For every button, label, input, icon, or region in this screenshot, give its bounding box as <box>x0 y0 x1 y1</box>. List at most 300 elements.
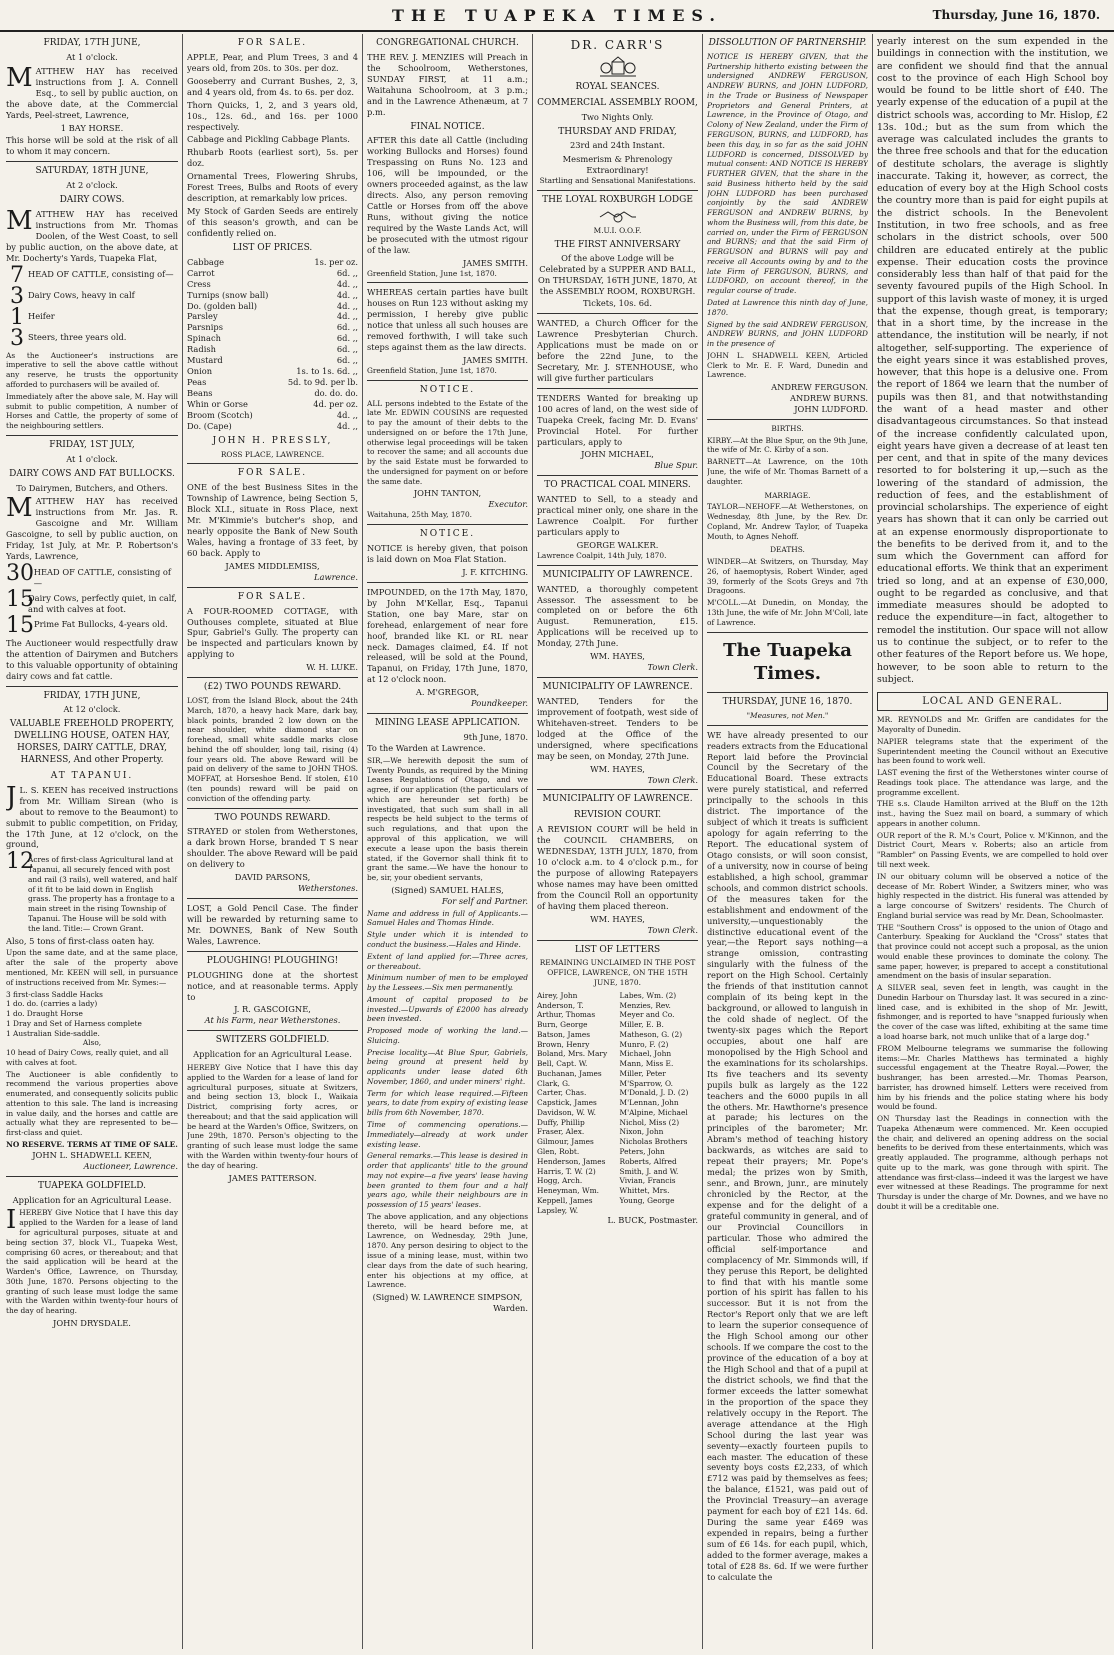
letter-name: Keppell, James <box>537 1195 593 1205</box>
price-value: 4d. ,, <box>336 289 358 300</box>
drop-cap: M <box>6 206 33 236</box>
letter-name: Boland, Mrs. Mary <box>537 1049 608 1059</box>
list-item: 1 Australian Side-saddle. <box>6 1028 100 1038</box>
news-item: LAST evening the first of the Wetherstones winter course of Readings took place. The attendance was large, and the programme excellent. <box>877 768 1108 797</box>
column-4 <box>537 34 698 1649</box>
ad-body: AFTER this date all Cattle (including working Bullocks and Horses) found Trespassing on Runs No. 123 and 106, will be impounded, or the owners proceeded against, as the law directs. Also, any person removing Cattle or Horses from off the above Runs, without giving the notice required by the Waste Lands Act, will be prosecuted with the utmost rigour of the law. <box>367 135 528 255</box>
editorial-date: THURSDAY, JUNE 16, 1870. <box>722 697 853 707</box>
price-row <box>187 377 358 388</box>
price-value: do. do. do. <box>314 388 358 398</box>
letter-name: Davidson, W. W. <box>537 1107 596 1117</box>
letter-name: Young, George <box>619 1195 675 1205</box>
ad-signature: Wetherstones. <box>297 883 358 894</box>
lot-text: HEAD OF CATTLE, consisting of— <box>28 268 174 279</box>
ad-body: Amount of capital proposed to be invested.—Upwards of £2000 has already been invested. <box>367 994 528 1024</box>
lot-text: Heifer <box>28 310 55 321</box>
ad-heading: COMMERCIAL ASSEMBLY ROOM, <box>537 97 698 108</box>
ad-subheading: REMAINING UNCLAIMED IN THE POST OFFICE, LAWRENCE, ON THE 15TH JUNE, 1870. <box>539 958 696 987</box>
ad-signature: J. F. KITCHING. <box>462 566 528 577</box>
ad-signature: DAVID PARSONS, <box>234 872 311 883</box>
ad-body: NOTICE is hereby given, that poison is laid down on Moa Flat Station. <box>367 543 528 564</box>
letter-name: M'Sparrow, O. <box>619 1078 673 1088</box>
ad-body: LOST, from the Island Block, about the 24th March, 1870, a heavy hack Mare, dark bay, black points, branded 2 low down on the near shoulder, white diamond star on forehead, small white saddle marks close behind the off shoulder, long tail, rising (4) four years old. The above Reward will be paid on delivery of the same to JOHN THOS. MOFFAT, at Horseshoe Bend. If stolen, £10 (ten pounds) reward will be paid on conviction of the offending party. <box>187 696 358 803</box>
price-value: 4d. ,, <box>336 409 358 420</box>
letter-name: Mann, Miss E. <box>619 1059 674 1069</box>
price-item: Parsley <box>187 311 218 322</box>
ad-body: Gooseberry and Currant Bushes, 2, 3, and 4 years old, from 4s. to 6s. per doz. <box>187 75 358 97</box>
list-item: 1 do. Draught Horse <box>6 1009 83 1019</box>
price-item: Mustard <box>187 355 223 366</box>
price-value: 1s. per oz. <box>314 256 358 267</box>
ad-body: APPLE, Pear, and Plum Trees, 3 and 4 years old, from 20s. to 30s. per doz. <box>187 51 358 73</box>
price-row <box>187 366 358 377</box>
ad-signature: JOHN TANTON, <box>413 488 482 499</box>
letter-name: Buchanan, James <box>537 1068 602 1078</box>
ad-heading: FRIDAY, 1ST JULY, <box>49 439 135 450</box>
ad-signature: At his Farm, near Wetherstones. <box>204 1015 341 1026</box>
ad-heading: FOR SALE. <box>237 468 308 479</box>
ad-signature: Town Clerk. <box>647 662 698 673</box>
lot-text: HEAD OF CATTLE, consisting of— <box>33 567 171 588</box>
price-item: Beans <box>187 388 213 398</box>
letter-name: Carter, Chas. <box>537 1088 587 1098</box>
ad-body: Signed by the said ANDREW FERGUSON, ANDREW BURNS, and JOHN LUDFORD in the presence of <box>707 319 868 349</box>
ad-body: Time of commencing operations.—Immediately—already at work under existing lease. <box>367 1120 528 1149</box>
ad-subheading: 23rd and 24th Instant. <box>569 140 666 151</box>
ad-body: ATTHEW HAY has received instructions from Mr. Thomas Doolen, of the West Coast, to sell by public auction, on the above date, at Mr. Docherty's Yards, Tuapeka Flat, <box>6 209 178 263</box>
ad-signature: ANDREW FERGUSON. <box>771 382 868 393</box>
price-value: 4d. ,, <box>336 300 358 311</box>
ad-body: WANTED, Tenders for the improvement of footpath, west side of Whitehaven-street. Tenders to be lodged at the Office of the undersigned, where specifications may be seen, on Monday, 27th June. <box>537 695 698 761</box>
ad-signature: Auctioneer, Lawrence. <box>83 1160 178 1171</box>
ad-heading: BIRTHS. <box>771 423 804 433</box>
ad-heading: MUNICIPALITY OF LAWRENCE. <box>542 794 693 805</box>
ad-signature: L. BUCK, Postmaster. <box>607 1215 698 1226</box>
price-value: 6d. ,, <box>336 355 358 366</box>
news-item: FROM Melbourne telegrams we summarise the following items:—Mr. Charles Matthews has terminated a highly successful engagement at the Theatre Royal.—Power, the bushranger, has been arrested.—Mr. Thomas Pearson, barrister, has drowned himself. Letters were received from him by his friends and the police stating where his body would be found. <box>877 1043 1108 1112</box>
ad-body: The Auctioneer would respectfully draw the attention of Dairymen and Butchers to this valuable opportunity of obtaining dairy cows and fat cattle. <box>6 637 178 681</box>
ad-body: A REVISION COURT will be held in the COUNCIL CHAMBERS, on WEDNESDAY, 13TH JULY, 1870, from 10 o'clock a.m. to 4 o'clock p.m., for the purpose of allowing Ratepayers whose names may have been omitted from the Council Roll an opportunity of having them placed thereon. <box>537 824 698 911</box>
ad-heading: DAIRY COWS. <box>59 195 125 206</box>
letter-name: Clark, G. <box>537 1078 571 1088</box>
ad-body: General remarks.—This lease is desired in order that applicants' title to the ground may not expire—a five years' lease having been granted to them four and a half years ago, while their neighbours are in possession of 15 years' leases. <box>367 1151 528 1210</box>
price-row <box>187 290 358 301</box>
masthead <box>0 0 1114 32</box>
ad-body: Dated at Lawrence this ninth day of June, 1870. <box>707 298 868 317</box>
notice-text: WINDER—At Switzers, on Thursday, May 26, of haemoptysis, Robert Winder, aged 39, formerly of the Scots Greys and 7th Dragoons. <box>707 557 868 596</box>
ad-body: The above application, and any objections thereto, will be heard before me, at Lawrence, on Wednesday, 29th June, 1870. Any person desiring to object to the issue of a mining lease, must, within two clear days from the date of such hearing, enter his objections at my office, at Lawrence. <box>367 1211 528 1290</box>
ad-subheading: ROSS PLACE, LAWRENCE. <box>220 449 325 459</box>
price-item: Spinach <box>187 333 221 344</box>
ad-signature: Town Clerk. <box>647 774 698 785</box>
ad-signature: Lawrence. <box>314 571 358 582</box>
letter-name: Hogg, Arch. <box>537 1176 583 1186</box>
price-value: 4d. ,, <box>336 311 358 322</box>
ad-body: As the Auctioneer's instructions are imperative to sell the above cattle without any reserve, he trusts the opportunity afforded to purchasers will be availed of. <box>6 350 178 389</box>
ad-signature: JOHN L. SHADWELL KEEN, <box>32 1149 152 1160</box>
drop-cap: I <box>6 1205 17 1236</box>
ad-heading: VALUABLE FREEHOLD PROPERTY, DWELLING HOUSE, OATEN HAY, HORSES, DAIRY CATTLE, DRAY, HARNESS, And other Property. <box>9 719 175 765</box>
ad-body: ALL persons indebted to the Estate of the late Mr. EDWIN COUSINS are requested to pay the amount of their debts to the undersigned on or before the 17th June, otherwise legal proceedings will be taken to recover the same; and all accounts due by the said Estate must be forwarded to the undersigned for payment on or before the same date. <box>367 398 528 486</box>
lot-text: Prime Fat Bullocks, 4-years old. <box>34 618 168 629</box>
price-item: Peas <box>187 377 207 388</box>
ad-signature: JAMES SMITH. <box>462 257 528 268</box>
price-value: 4d. ,, <box>336 420 358 431</box>
price-value: 4d. ,, <box>336 278 358 289</box>
column-6 <box>877 34 1108 1649</box>
ad-body: Ornamental Trees, Flowering Shrubs, Forest Trees, Bulbs and Roots of every description, at remarkably low prices. <box>187 171 358 204</box>
price-row <box>187 257 358 268</box>
ad-heading: THE LOYAL ROXBURGH LODGE <box>542 194 693 205</box>
letter-name: Nicholas Brothers <box>619 1137 688 1147</box>
letter-name: M'Donald, J. D. (2) <box>619 1088 689 1098</box>
lot-number: 1 <box>10 304 24 330</box>
ad-heading: CONGREGATIONAL CHURCH. <box>376 38 519 48</box>
ad-heading: SWITZERS GOLDFIELD. <box>215 1035 330 1046</box>
ad-body: ATTHEW HAY has received instructions from J. A. Connell Esq., to sell by public auction, on the above date, at the Commercial Yards, Peel-street, Lawrence, <box>6 65 178 120</box>
list-item: 1 do. do. (carries a lady) <box>6 999 98 1009</box>
ad-signature: W. H. LUKE. <box>306 662 358 673</box>
ad-heading: MUNICIPALITY OF LAWRENCE. <box>542 682 693 693</box>
ad-body: Name and address in full of Applicants.—Samuel Hales and Thomas Hinde. <box>367 908 528 928</box>
ad-signature: JAMES MIDDLEMISS, <box>225 560 320 571</box>
lot-number: 15 <box>6 586 34 612</box>
news-item: THE s.s. Claude Hamilton arrived at the Bluff on the 12th inst., having the Suez mail on board, a summary of which appears in another column. <box>877 799 1108 828</box>
column-rule <box>702 34 703 1649</box>
ad-heading: MUNICIPALITY OF LAWRENCE. <box>542 569 693 580</box>
list-item: 1 Dray and Set of Harness complete <box>6 1018 142 1028</box>
list-item: 10 head of Dairy Cows, really quiet, and all with calves at foot. <box>6 1048 169 1067</box>
lot-text: Dairy Cows, heavy in calf <box>28 289 135 300</box>
masthead-title: THE TUAPEKA TIMES. <box>392 6 722 25</box>
ad-body: Thorn Quicks, 1, 2, and 3 years old, 10s., 12s. 6d., and 16s. per 1000 respectively. <box>187 99 358 132</box>
ad-body: SIR,—We herewith deposit the sum of Twenty Pounds, as required by the Mining Leases Regulations of Otago, and we agree, if our application (the particulars of which are hereunder set forth) be investigated, that such sum shall in all respects be held subject to the terms of such regulations, and that upon the approval of this application, we will execute a lease upon the basis therein stated, if the Governor shall think fit to grant the same.—We have the honour to be, sir, your obedient servants, <box>367 755 528 883</box>
letter-name: Roberts, Alfred <box>619 1156 677 1166</box>
lot-text: Acres of first-class Agricultural land at Tapanui, all securely fenced with post and rail (3 rails), well watered, and half of it fit to be laid down in English grass. The property has a frontage to a main street in the rising Township of Tapanui. The House will be sold with the land. Title:— Crown Grant. <box>28 855 177 933</box>
letter-name: Bell, Capt. W. <box>537 1059 588 1069</box>
ad-body: Precise locality.—At Blue Spur, Gabriels, being ground at present held by applicants under lease dated 6th November, 1860, and under miners' right. <box>367 1047 528 1086</box>
ad-body: PLOUGHING done at the shortest notice, and at reasonable terms. Apply to <box>187 969 358 1002</box>
ad-item: 1 BAY HORSE. <box>60 122 124 133</box>
ad-subheading: At 1 o'clock. <box>66 453 118 464</box>
notice-text: KIRBY.—At the Blue Spur, on the 9th June, the wife of Mr. C. Kirby of a son. <box>707 435 868 455</box>
letter-name: Duffy, Phillip <box>537 1117 585 1127</box>
price-list <box>187 257 358 432</box>
price-item: Radish <box>187 344 216 355</box>
ad-heading: REVISION COURT. <box>573 810 662 821</box>
notice-text: TAYLOR—NEHOFF.—At Wetherstones, on Wednesday, 8th June, by the Rev. Dr. Copland, Mr. Andrew Taylor, of Tuapeka Mouth, to Agnes Nehoff. <box>707 502 868 541</box>
letter-name: Smith, J. and W. <box>619 1166 679 1176</box>
ad-body: Extent of land applied for.—Three acres, or thereabout. <box>367 951 528 971</box>
editorial-text: WE have already presented to our readers extracts from the Educational Report laid before the Provincial Council by the Secretary of the Educational Board. These extracts were purely statistical, and referred principally to the schools in this district. The importance of the subject of which it treats is sufficient apology for again referring to the Report. The educational system of Otago consists, or will soon consist, of a university, now in course of being established, a high school, grammar schools, and common district schools. Of the measures taken for the establishment and endowment of the university,—unquestionably the distinctive educational event of the year,—the Report says nothing—a strange omission, contrasting singularly with the fulness of the report on the High School. Certainly the friends of that institution cannot complain of its being kept in the background, or allowed to languish in the cold shade of neglect. Of the twenty-six pages which the Report occupies, about one half are monopolised by the High School and the examinations for its scholarships. Its five teachers and its seventy pupils bulk as largely as the 122 teachers and the 6000 pupils in all the others. Mr. Hawthorne's presence at parade; his lectures on the principles of the barometer; Mr. Abram's method of teaching history backwards, as witches are said to repeat their prayers; Mr. Pope's medal; the prizes won by Smith, senr., and Brown, junr., are minutely chronicled by the Rector, at the expense and for the delight of a grateful community in general, and of our Provincial Councillors in particular. Those who admired the official self-importance and complacency of Mr. Simmonds will, if they peruse this Report, be delighted to find that with his mantle some portion of his spirit has fallen to his successor. But it is not from the Rector's Report only that we are left to learn the superior consequence of the High School among our other schools. If we compare the cost to the province of the education of a boy at the High School and that of a pupil at the district schools, we find that the former exceeds the latter somewhat in the proportion of the space they relatively occupy in the Report. The average attendance at the High School during the last year was seventy—exactly fourteen pupils to each master. The education of these seventy boys costs £2,233, of which £712 was paid by themselves as fees; the balance, £1521, was paid out of the Provincial Treasury—an average payment for each boy of £21 14s. 6d. During the same year £469 was expended in repairs, being a further sum of £6 14s. for each pupil, which, added to the former average, makes a total of £28 8s. 6d. If we were further to calculate the <box>707 729 868 1582</box>
ad-subheading: At 2 o'clock. <box>66 180 118 191</box>
ad-heading: DR. CARR'S <box>570 38 665 52</box>
column-2 <box>187 34 358 1649</box>
letter-name: Anderson, T. <box>537 1000 584 1010</box>
letter-name: M'Alpine, Michael <box>619 1107 688 1117</box>
ad-subheading: Application for an Agricultural Lease. <box>12 1194 172 1205</box>
letter-name: Labes, Wm. (2) <box>619 990 677 1000</box>
ad-heading: LIST OF PRICES. <box>232 242 313 253</box>
ad-signature: Poundkeeper. <box>470 698 528 709</box>
news-item: THE "Southern Cross" is opposed to the union of Otago and Canterbury. Speaking for Auckland the "Cross" states that that province could not accept such a proposal, as the union would enable these provinces to dominate the colony. The same paper, however, is prepared to accept a constitutional amendment on the basis of insular separation. <box>877 922 1108 981</box>
ad-body: HEREBY Give Notice that I have this day applied to the Warden for a lease of land for agricultural purposes, situate at and being section 37, block VI., Tuapeka West, comprising 60 acres, or thereabout; and that the said application will be heard at the Warden's Office, Lawrence, on Thursday, 30th June, 1870. Persons objecting to the granting of such lease must lodge the same with the Warden within twenty-four hours of the day of hearing. <box>6 1208 178 1316</box>
ad-date: Greenfield Station, June 1st, 1870. <box>367 268 497 278</box>
ad-subheading: Tickets, 10s. 6d. <box>583 298 652 309</box>
ad-body: WANTED, a Church Officer for the Lawrence Presbyterian Church. Applications must be made on or before the 22nd June, to the Secretary, Mr. J. STENHOUSE, who will give further particulars <box>537 318 698 383</box>
ad-signature: JOHN MICHAEL, <box>581 449 654 460</box>
letter-name: M'Lennan, John <box>619 1098 679 1108</box>
letter-name: Vivian, Francis <box>619 1176 676 1186</box>
letter-name: Matheson, G. (2) <box>619 1029 683 1039</box>
price-row <box>187 279 358 290</box>
ad-heading: SATURDAY, 18TH JUNE, <box>35 166 149 177</box>
ad-body: WANTED, a thoroughly competent Assessor. The assessment to be completed on or before the 6th August. Remuneration, £15. Applications will be received up to Monday, 27th June. <box>537 583 698 649</box>
letter-name: Capstick, James <box>537 1098 597 1108</box>
price-value: 6d. ,, <box>336 333 358 344</box>
ad-body: WANTED to Sell, to a steady and practical miner only, one share in the Lawrence Coalpit. For further particulars apply to <box>537 494 698 538</box>
price-row <box>187 344 358 355</box>
price-item: Cress <box>187 278 211 289</box>
ad-heading: (£2) TWO POUNDS REWARD. <box>203 682 342 693</box>
price-value: 6d. ,, <box>336 267 358 278</box>
news-item: A SILVER seal, seven feet in length, was caught in the Dunedin Harbour on Thursday last. It was secured in a zinc-lined case, and is exhibited in the shop of Mr. Jewitt, fishmonger, and is reported to have "snapped furiously when the cover of the case was lifted, exhibiting at the same time a load hoarse bark, not much unlike that of a large dog." <box>877 983 1108 1041</box>
ad-signature: Executor. <box>488 499 528 510</box>
ad-heading: DISSOLUTION OF PARTNERSHIP. <box>708 38 867 48</box>
ad-date: 9th June, 1870. <box>463 732 528 742</box>
letter-name: Heneyman, Wm. <box>537 1186 599 1196</box>
ad-signature: WM. HAYES, <box>590 763 645 774</box>
ad-heading: FOR SALE. <box>237 591 308 602</box>
ad-body: HEREBY Give Notice that I have this day applied to the Warden for a lease of land for agricultural purposes, situate at Switzers, and being section 13, block I., Waikaia District, comprising forty acres, or thereabout; and that the said application will be heard at the Warden's Office, Switzers, on June 29th, 1870. Person's objecting to the granting of such lease must lodge the same with the Warden within twenty-four hours of the day of hearing. <box>187 1063 358 1170</box>
ad-body: JOHN L. SHADWELL KEEN, Articled Clerk to Mr. E. F. Ward, Dunedin and Lawrence. <box>707 350 868 380</box>
lot-number: 12 <box>6 849 34 875</box>
column-rule <box>872 34 873 1649</box>
notice-text: BARNETT—At Lawrence, on the 10th June, the wife of Mr. Thomas Barnett of a daughter. <box>707 457 868 486</box>
ad-heading: DAIRY COWS AND FAT BULLOCKS. <box>9 468 175 479</box>
news-item: IN our obituary column will be observed a notice of the decease of Mr. Robert Winder, a Switzers miner, who was highly respected in the district. His funeral was attended by a large concourse of Switzers' residents. The Church of England burial service was read by Mr. Dean, Schoolmaster. <box>877 871 1108 920</box>
ad-body: Proposed mode of working the land.—Sluicing. <box>367 1026 528 1045</box>
letter-name: Arthur, Thomas <box>537 1010 596 1020</box>
ad-body: Style under which it is intended to conduct the business.—Hales and Hinde. <box>367 930 528 949</box>
price-row <box>187 301 358 312</box>
letter-name: Menzies, Rev. <box>619 1000 671 1010</box>
price-item: Do. (golden ball) <box>187 300 257 311</box>
ad-heading: THE FIRST ANNIVERSARY <box>554 239 681 250</box>
ad-heading: NOTICE. <box>419 384 476 395</box>
ad-heading: TUAPEKA GOLDFIELD. <box>37 1180 147 1191</box>
lot-number: 3 <box>10 325 24 351</box>
column-rule <box>182 34 183 1649</box>
ad-signature: JAMES SMITH. <box>462 355 528 366</box>
lodge-emblem-icon <box>596 209 640 225</box>
price-row <box>187 268 358 279</box>
lot-number: 3 <box>10 283 24 309</box>
royal-crest-icon <box>598 56 638 78</box>
ad-heading: FINAL NOTICE. <box>410 121 485 132</box>
ad-signature: ANDREW BURNS. <box>790 393 868 404</box>
price-item: Parsnips <box>187 322 223 333</box>
price-row <box>187 322 358 333</box>
price-row <box>187 388 358 399</box>
price-value: 6d. ,, <box>336 344 358 355</box>
letter-name: Miller, E. B. <box>619 1020 664 1030</box>
ad-body: Minimum number of men to be employed by the Lessees.—Six men permanently. <box>367 973 528 993</box>
letter-name: Nichol, Miss (2) <box>619 1117 680 1127</box>
price-value: 4d. per oz. <box>313 398 358 409</box>
price-row <box>187 355 358 366</box>
price-value: 1s. to 1s. 6d. ,, <box>296 366 358 377</box>
letter-name: Lapsley, W. <box>537 1205 579 1215</box>
paper-nameplate: The Tuapeka Times. <box>723 639 852 685</box>
ad-heading: DEATHS. <box>770 545 805 555</box>
ad-body: WHEREAS certain parties have built houses on Run 123 without asking my permission, I hereby give public notice that unless all such houses are removed forthwith, I will take such steps against them as the law directs. <box>367 287 528 353</box>
ad-body: Immediately after the above sale, M. Hay will submit to public competition, A number of Horses and Cattle, the property of some of the neighbouring settlers. <box>6 391 178 431</box>
price-row <box>187 421 358 432</box>
ad-heading: PLOUGHING! PLOUGHING! <box>206 955 339 966</box>
letter-name: Gilmour, James <box>537 1137 594 1147</box>
letter-name: Glen, Robt. <box>537 1146 580 1156</box>
drop-cap: M <box>6 62 33 93</box>
letter-name: Peters, John <box>619 1146 665 1156</box>
price-row <box>187 410 358 421</box>
ad-heading: FRIDAY, 17TH JUNE, <box>43 690 141 701</box>
ad-subheading: Application for an Agricultural Lease. <box>193 1049 352 1060</box>
letter-name: Henderson, James <box>537 1156 606 1166</box>
news-item: MR. REYNOLDS and Mr. Griffen are candidates for the Mayoralty of Dunedin. <box>877 715 1108 735</box>
letter-name: Fraser, Alex. <box>537 1127 585 1137</box>
ad-signature: JOHN LUDFORD. <box>794 404 868 415</box>
ad-subheading: M.U.I. O.O.F. <box>593 225 642 235</box>
ad-body: Also, 5 tons of first-class oaten hay. <box>6 935 155 946</box>
lot-text: Steers, three years old. <box>28 331 127 342</box>
price-item: Carrot <box>187 267 215 278</box>
price-item: Turnips (snow ball) <box>187 289 269 300</box>
letter-name: Burn, George <box>537 1020 588 1030</box>
letter-name: Whittet, Mrs. <box>619 1186 670 1196</box>
price-row <box>187 333 358 344</box>
ad-signature: (Signed) SAMUEL HALES, <box>391 884 504 895</box>
drop-cap: M <box>6 493 33 524</box>
ad-body: TENDERS Wanted for breaking up 100 acres of land, on the west side of Tuapeka Creek, facing Mr. D. Evans' Provincial Hotel. For further particulars, apply to <box>537 392 698 447</box>
ad-signature: Warden. <box>493 1302 528 1313</box>
lot-number: 15 <box>6 612 34 638</box>
ad-date: Lawrence Coalpit, 14th July, 1870. <box>537 550 667 560</box>
ad-body: The Auctioneer is able confidently to recommend the various properties above enumerated, and consequently solicits public attention to this sale. The land is increasing in value daily, and the horses and cattle are actually what they are represented to be—first-class and quiet. <box>6 1069 178 1138</box>
column-rule <box>532 34 533 1649</box>
price-item: Do. (Cape) <box>187 420 232 431</box>
news-item: NAPIER telegrams state that the experiment of the Superintendent meeting the Council without an Executive has been found to work well. <box>877 736 1108 766</box>
ad-signature: GEORGE WALKER. <box>576 539 659 550</box>
price-row <box>187 399 358 410</box>
column-3 <box>367 34 528 1649</box>
lot-number: 7 <box>10 262 24 288</box>
list-item: Also, <box>82 1038 102 1048</box>
ad-terms: NO RESERVE. TERMS AT TIME OF SALE. <box>6 1139 178 1149</box>
ad-body: LOST, a Gold Pencil Case. The finder will be rewarded by returning same to Mr. DOWNES, Bank of New South Wales, Lawrence. <box>187 903 358 946</box>
column-1 <box>6 34 178 1649</box>
price-row <box>187 311 358 322</box>
letter-name: Batson, James <box>537 1029 591 1039</box>
letter-name: Meyer and Co. <box>619 1010 675 1020</box>
ad-heading: JOHN H. PRESSLY, <box>212 435 333 446</box>
ad-body: My Stock of Garden Seeds are entirely of this season's growth, and can be confidently relied on. <box>187 206 358 238</box>
editorial-text: yearly interest on the sum expended in the buildings in connection with the institution, we are confident we should find that the annual cost to the province of each High School boy would be found to be little short of £40. The yearly expense of the education of a pupil at the district schools was, according to Mr. Hislop, £2 13s. 10d.; but as the sum from which the average was calculated includes the grants to the three free schools and that for the education of destitute scholars, the average is slightly inaccurate. Taking it, however, as correct, the education of every boy at the High School costs the country more than is paid for eight pupils at the district schools. In the Benevolent Institution, in two free schools, and as free scholars in the district schools, over 500 children are educated entirely at the public expense. Their education costs the province considerably less than half of that paid for the seventy favoured pupils of the High School. In support of this lavish waste of money, it is urged that the expense, though great, is temporary; that in a short time, by the increase in the attendance, the institution will be nearly, if not altogether, self-supporting. The experience of the eight years since it was established proves, however, that this hope is a delusive one. From the report of 1864 we learn that the number of pupils was then 81, and that notwithstanding the want of a head master and other disadvantageous circumstances. So that instead of the increase confidently calculated upon, eight years have given a decrease of at least ten per cent, and that in spite of the many devices resorted to for bolstering it up,—such as the lowering of the standard of admission, the reduction of fees, and the establishment of provincial scholarships. The experience of eight years has shown that it can only be carried out at an expense enormously disproportionate to the benefits to be derived from it, and to the sum which the Government can afford for educational efforts. We think that an experiment tried so long, and at an expense of £30,000, ought to be regarded as conclusive, and that immediate measures should be adopted to reduce the expenditure—in fact, altogether to remodel the institution. Our space will not allow us to continue the subject, or to refer to the other features of the Report before us. We hope, however, to be soon able to return to the subject. <box>877 36 1108 685</box>
ad-body: Rhubarb Roots (earliest sort), 5s. per doz. <box>187 147 358 169</box>
ad-subheading: At 12 o'clock. <box>63 704 121 715</box>
editorial-motto: "Measures, not Men." <box>746 710 829 720</box>
ad-body: A FOUR-ROOMED COTTAGE, with Outhouses complete, situated at Blue Spur, Gabriel's Gully. The property can be inspected and particulars known by applying to <box>187 605 358 660</box>
letter-name: Brown, Henry <box>537 1039 590 1049</box>
ad-signature: JAMES PATTERSON. <box>228 1172 317 1183</box>
ad-signature: Blue Spur. <box>654 460 698 471</box>
ad-signature: WM. HAYES, <box>590 913 645 924</box>
ad-heading: TWO POUNDS REWARD. <box>214 812 331 823</box>
price-item: Cabbage <box>187 256 225 267</box>
ad-body: Startling and Sensational Manifestations. <box>539 176 696 186</box>
column-5 <box>707 34 868 1649</box>
ad-body: STRAYED or stolen from Wetherstones, a dark brown Horse, branded T S near shoulder. The above Reward will be paid on delivery to <box>187 826 358 870</box>
ad-subheading: To Dairymen, Butchers, and Others. <box>16 482 168 493</box>
ad-signature: (Signed) W. LAWRENCE SIMPSON, <box>372 1292 523 1303</box>
ad-subheading: At 1 o'clock. <box>66 51 118 62</box>
news-item: OUR report of the R. M.'s Court, Police v. M'Kinnon, and the District Court, Mears v. Roberts; also an article from "Rambler" on Passing Events, we are compelled to hold over till next week. <box>877 830 1108 869</box>
ad-heading: MARRIAGE. <box>764 490 811 500</box>
ad-body: ATTHEW HAY has received instructions from Mr. Jas. R. Gascoigne and Mr. William Gascoigne, to sell by public auction, on Friday, 1st July, at Mr. P. Robertson's Yards, Lawrence, <box>6 496 178 562</box>
ad-body: To the Warden at Lawrence. <box>367 742 486 753</box>
letters-list <box>537 991 698 1216</box>
column-rule <box>362 34 363 1649</box>
section-heading: LOCAL AND GENERAL. <box>877 692 1108 711</box>
price-value: 5d. to 9d. per lb. <box>287 377 358 388</box>
ad-signature: J. R. GASCOIGNE, <box>234 1004 311 1015</box>
ad-heading: ROYAL SEANCES. <box>575 81 660 92</box>
letter-name: Airey, John <box>537 990 578 1000</box>
ad-body: NOTICE IS HEREBY GIVEN, that the Partnership hitherto existing between the undersigned ANDREW FERGUSON, ANDREW BURNS, and JOHN LUDFORD, in the Trade or Business of Newspaper Proprietors and General Printers, at Lawrence, in the Province of Otago, and Colony of New Zealand, under the Firm of FERGUSON, BURNS, and LUDFORD, has been this day, in so far as the said JOHN LUDFORD is concerned, DISSOLVED by mutual consent: AND NOTICE IS HEREBY FURTHER GIVEN, that the share in the said Business hitherto held by the said JOHN LUDFORD has been purchased conjointly by the said ANDREW FERGUSON and ANDREW BURNS, by whom the Business will, from this date, be carried on, under the Firm of FERGUSON and BURNS; and that the said Firm of FERGUSON and BURNS will pay and receive all Accounts owing by and to the late Firm of FERGUSON, BURNS, and LUDFORD, on account thereof, in the regular course of trade. <box>707 51 868 296</box>
letter-name <box>620 1206 699 1216</box>
ad-heading: MINING LEASE APPLICATION. <box>375 718 520 729</box>
notice-text: M'COLL.—At Dunedin, on Monday, the 13th June, the wife of Mr. John M'Coll, late of Lawrence. <box>707 598 868 627</box>
ad-heading: LIST OF LETTERS <box>574 944 661 955</box>
ad-body: Upon the same date, and at the same place, after the sale of the property above mentioned, Mr. KEEN will sell, in pursuance of instructions received from Mr. Symes:— <box>6 948 178 987</box>
ad-heading: TO PRACTICAL COAL MINERS. <box>544 480 691 491</box>
price-item: Onion <box>187 366 213 377</box>
ad-heading: NOTICE. <box>419 529 476 540</box>
ad-body: Of the above Lodge will be Celebrated by a SUPPER AND BALL, On THURSDAY, 16TH JUNE, 1870, At the ASSEMBLY ROOM, ROXBURGH. <box>538 253 697 297</box>
price-item: Whin or Gorse <box>187 398 248 409</box>
ad-heading: AT TAPANUI. <box>50 770 134 781</box>
letter-name: Harris, T. W. (2) <box>537 1166 596 1176</box>
ad-signature: A. M'GREGOR, <box>415 687 480 698</box>
ad-body: Term for which lease required.—Fifteen years, to date from expiry of existing lease bills from 6th November, 1870. <box>367 1088 528 1118</box>
ad-body: Mesmerism & Phrenology Extraordinary! <box>562 154 673 176</box>
ad-subheading: Two Nights Only. <box>581 111 654 122</box>
drop-cap: J <box>6 781 17 812</box>
masthead-date: Thursday, June 16, 1870. <box>932 8 1100 22</box>
ad-body: Cabbage and Pickling Cabbage Plants. <box>187 134 350 145</box>
ad-signature: JOHN DRYSDALE. <box>53 1317 131 1328</box>
ad-body: IMPOUNDED, on the 17th May, 1870, by John M'Kellar, Esq., Tapanui Station, one bay Mare, star on forehead, enlargement of near fore hoof, branded like KL or RL near neck. Damages claimed, £4. If not released, will be sold at the Pound, Tapanui, on Friday, 17th June, 1870, at 12 o'clock noon. <box>367 586 528 685</box>
price-item: Broom (Scotch) <box>187 409 253 420</box>
ad-body: L. S. KEEN has received instructions from Mr. William Sirean (who is about to remove to the Beaumont) to submit to public competition, on Friday, the 17th June, at 12 o'clock, on the ground, <box>6 784 178 850</box>
ad-signature: For self and Partner. <box>441 895 528 906</box>
ad-heading: THURSDAY AND FRIDAY, <box>558 126 677 137</box>
lot-text: Dairy Cows, perfectly quiet, in calf, and with calves at foot. <box>28 592 177 614</box>
ad-date: Greenfield Station, June 1st, 1870. <box>367 365 497 375</box>
ad-date: Waitahuna, 25th May, 1870. <box>367 510 472 520</box>
ad-heading: FOR SALE. <box>237 38 308 48</box>
letter-name: Munro, F. (2) <box>619 1039 669 1049</box>
